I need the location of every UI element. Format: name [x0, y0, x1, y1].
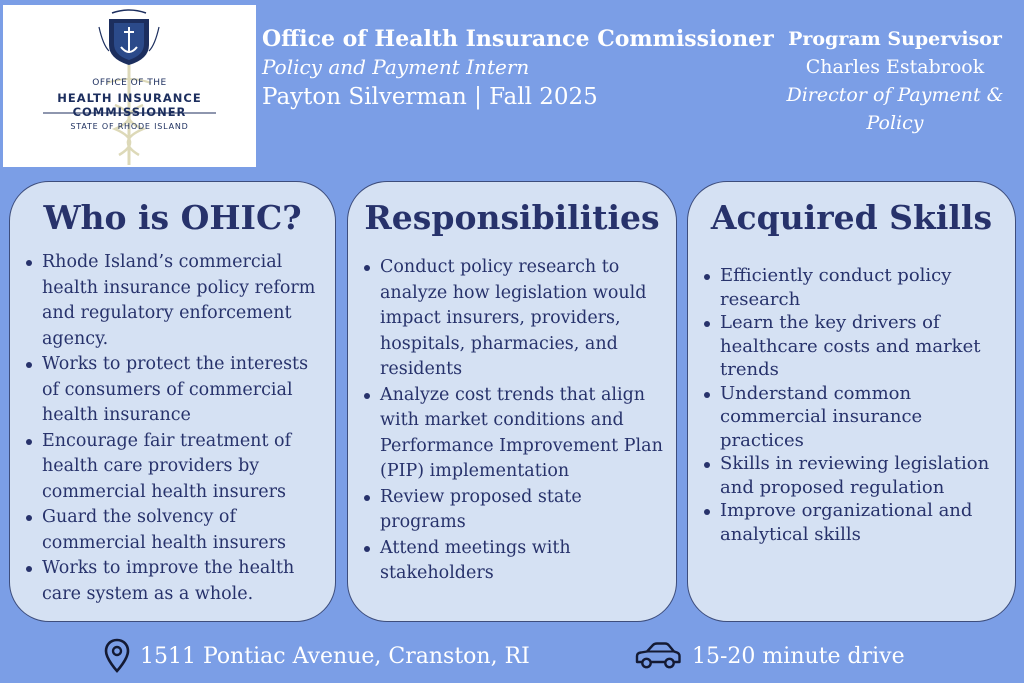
- list-item: Rhode Island’s commercial health insurance policy reform and regulatory enforcement agency.: [24, 250, 325, 352]
- panel-who-is-ohic: [9, 181, 336, 622]
- bullet-list: [362, 255, 666, 587]
- supervisor-info: [770, 25, 1020, 137]
- car-icon: [634, 641, 682, 671]
- list-item: Encourage fair treatment of health care providers by commercial health insurers: [24, 429, 325, 506]
- supervisor-name: Charles Estabrook: [805, 56, 985, 78]
- list-item: Conduct policy research to analyze how legislation would impact insurers, providers, hospitals, pharmacies, and residents: [362, 255, 666, 383]
- list-item: Attend meetings with stakeholders: [362, 536, 666, 587]
- header-info: [262, 24, 772, 114]
- panel-heading: Responsibilities: [364, 198, 660, 237]
- organization-title: Office of Health Insurance Commissioner: [262, 26, 774, 52]
- supervisor-title: Director of Payment & Policy: [786, 84, 1004, 134]
- footer-drive-time: [634, 638, 905, 674]
- intern-role: Policy and Payment Intern: [262, 55, 530, 79]
- list-item: Review proposed state programs: [362, 485, 666, 536]
- list-item: Analyze cost trends that align with market conditions and Performance Improvement Plan (PIP) implementation: [362, 383, 666, 485]
- list-item: Efficiently conduct policy research: [702, 264, 1005, 311]
- ohic-logo: [3, 5, 256, 167]
- panel-heading: Acquired Skills: [710, 198, 993, 237]
- list-item: Improve organizational and analytical skills: [702, 499, 1005, 546]
- address-text: 1511 Pontiac Avenue, Cranston, RI: [140, 643, 530, 669]
- list-item: Learn the key drivers of healthcare costs and market trends: [702, 311, 1005, 382]
- list-item: Works to improve the health care system as a whole.: [24, 556, 325, 607]
- bullet-list: [702, 264, 1005, 546]
- logo-office-of-the: OFFICE OF THE: [92, 78, 167, 88]
- list-item: Skills in reviewing legislation and proposed regulation: [702, 452, 1005, 499]
- panel-responsibilities: [347, 181, 677, 622]
- logo-commission-name: HEALTH INSURANCE COMMISSIONER: [57, 91, 202, 119]
- panel-heading: Who is OHIC?: [43, 198, 302, 237]
- intern-name-term: Payton Silverman | Fall 2025: [262, 84, 598, 110]
- list-item: Understand common commercial insurance practices: [702, 382, 1005, 453]
- supervisor-label: Program Supervisor: [788, 28, 1002, 50]
- list-item: Works to protect the interests of consumers of commercial health insurance: [24, 352, 325, 429]
- logo-state: STATE OF RHODE ISLAND: [70, 122, 189, 131]
- list-item: Guard the solvency of commercial health insurers: [24, 505, 325, 556]
- drive-time-text: 15-20 minute drive: [692, 643, 905, 669]
- bullet-list: [24, 250, 325, 607]
- footer-address: [104, 638, 530, 674]
- panel-acquired-skills: [687, 181, 1016, 622]
- location-pin-icon: [104, 638, 130, 674]
